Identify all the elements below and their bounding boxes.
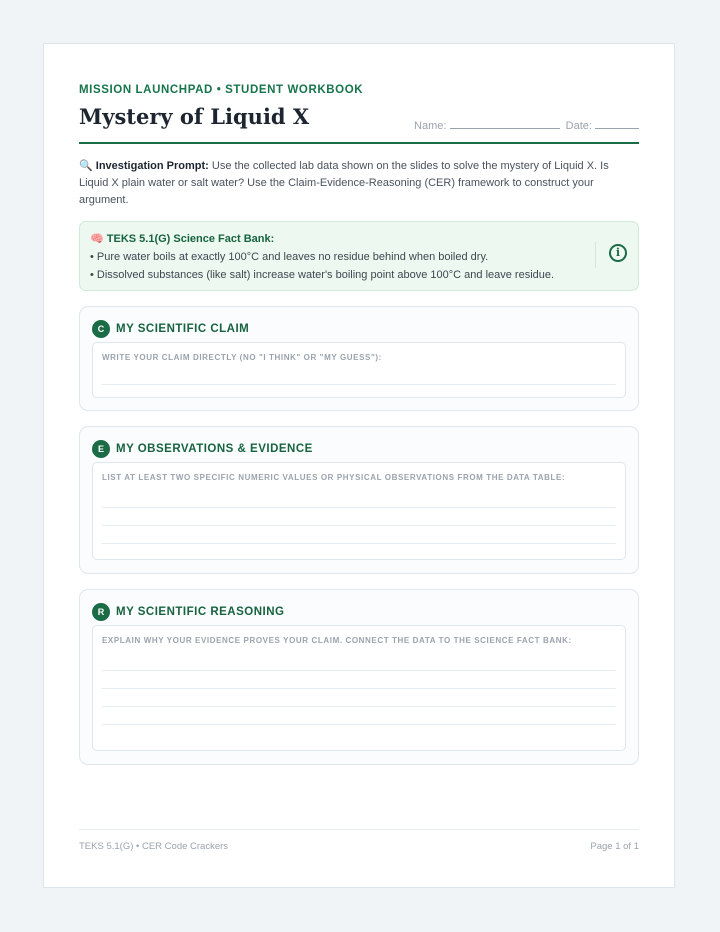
name-date-fields [414, 118, 639, 132]
worksheet-page [43, 43, 675, 888]
info-icon[interactable]: i [609, 244, 627, 262]
page-number: Page 1 of 1 [590, 841, 639, 852]
page-title: Mystery of Liquid X [79, 104, 310, 129]
writing-line [102, 670, 616, 671]
fact-bank-heading [90, 232, 274, 245]
writing-line [102, 525, 616, 526]
fact-item: • Pure water boils at exactly 100°C and leaves no residue behind when boiled dry. [90, 251, 489, 263]
evidence-section [79, 426, 639, 574]
writing-line [102, 543, 616, 544]
fact-bank [79, 221, 639, 291]
writing-line [102, 724, 616, 725]
evidence-header [92, 440, 313, 458]
writing-line [102, 706, 616, 707]
writing-line [102, 384, 616, 385]
reasoning-header [92, 603, 284, 621]
footer-divider [79, 829, 639, 830]
claim-header [92, 320, 249, 338]
reasoning-section [79, 589, 639, 765]
reasoning-answer-box[interactable] [92, 625, 626, 751]
page-content [79, 44, 639, 887]
writing-line [102, 507, 616, 508]
prompt-text: Use the collected lab data shown on the slides to solve the mystery of Liquid X. Is Liquid X plain water or salt water? Use the Claim-Evidence-Reasoning (CER) framework to construct your argument. [79, 160, 609, 206]
fact-bank-title: TEKS 5.1(G) Science Fact Bank: [106, 233, 275, 245]
evidence-title: MY OBSERVATIONS & EVIDENCE [116, 443, 313, 455]
evidence-badge: E [92, 440, 110, 458]
workbook-eyebrow: MISSION LAUNCHPAD • STUDENT WORKBOOK [79, 84, 364, 96]
writing-line [102, 688, 616, 689]
claim-section [79, 306, 639, 411]
reasoning-title: MY SCIENTIFIC REASONING [116, 606, 285, 618]
claim-title: MY SCIENTIFIC CLAIM [116, 323, 250, 335]
title-divider [79, 142, 639, 144]
reasoning-instruction: EXPLAIN WHY YOUR EVIDENCE PROVES YOUR CLAIM. CONNECT THE DATA TO THE SCIENCE FACT BANK: [102, 636, 572, 645]
evidence-answer-box[interactable] [92, 462, 626, 560]
fact-text: Dissolved substances (like salt) increase water's boiling point above 100°C and leave residue. [96, 269, 555, 281]
reasoning-badge: R [92, 603, 110, 621]
magnifying-glass-icon: 🔍 [79, 160, 93, 172]
claim-instruction: WRITE YOUR CLAIM DIRECTLY (NO "I THINK" OR "MY GUESS"): [102, 353, 382, 362]
fact-text: Pure water boils at exactly 100°C and leaves no residue behind when boiled dry. [96, 251, 489, 263]
fact-bank-divider [595, 242, 596, 268]
claim-badge: C [92, 320, 110, 338]
evidence-instruction: LIST AT LEAST TWO SPECIFIC NUMERIC VALUES OR PHYSICAL OBSERVATIONS FROM THE DATA TABLE: [102, 473, 566, 482]
footer-label: TEKS 5.1(G) • CER Code Crackers [79, 841, 229, 852]
investigation-prompt [79, 158, 639, 209]
name-blank[interactable] [450, 118, 560, 129]
name-label: Name: [414, 120, 447, 132]
brain-icon: 🧠 [90, 233, 104, 245]
date-label: Date: [565, 120, 592, 132]
prompt-lead: Investigation Prompt: [95, 160, 209, 172]
claim-answer-box[interactable] [92, 342, 626, 398]
fact-list [90, 248, 578, 284]
date-blank[interactable] [595, 118, 639, 129]
fact-item: • Dissolved substances (like salt) increase water's boiling point above 100°C and leave residue. [90, 269, 555, 281]
